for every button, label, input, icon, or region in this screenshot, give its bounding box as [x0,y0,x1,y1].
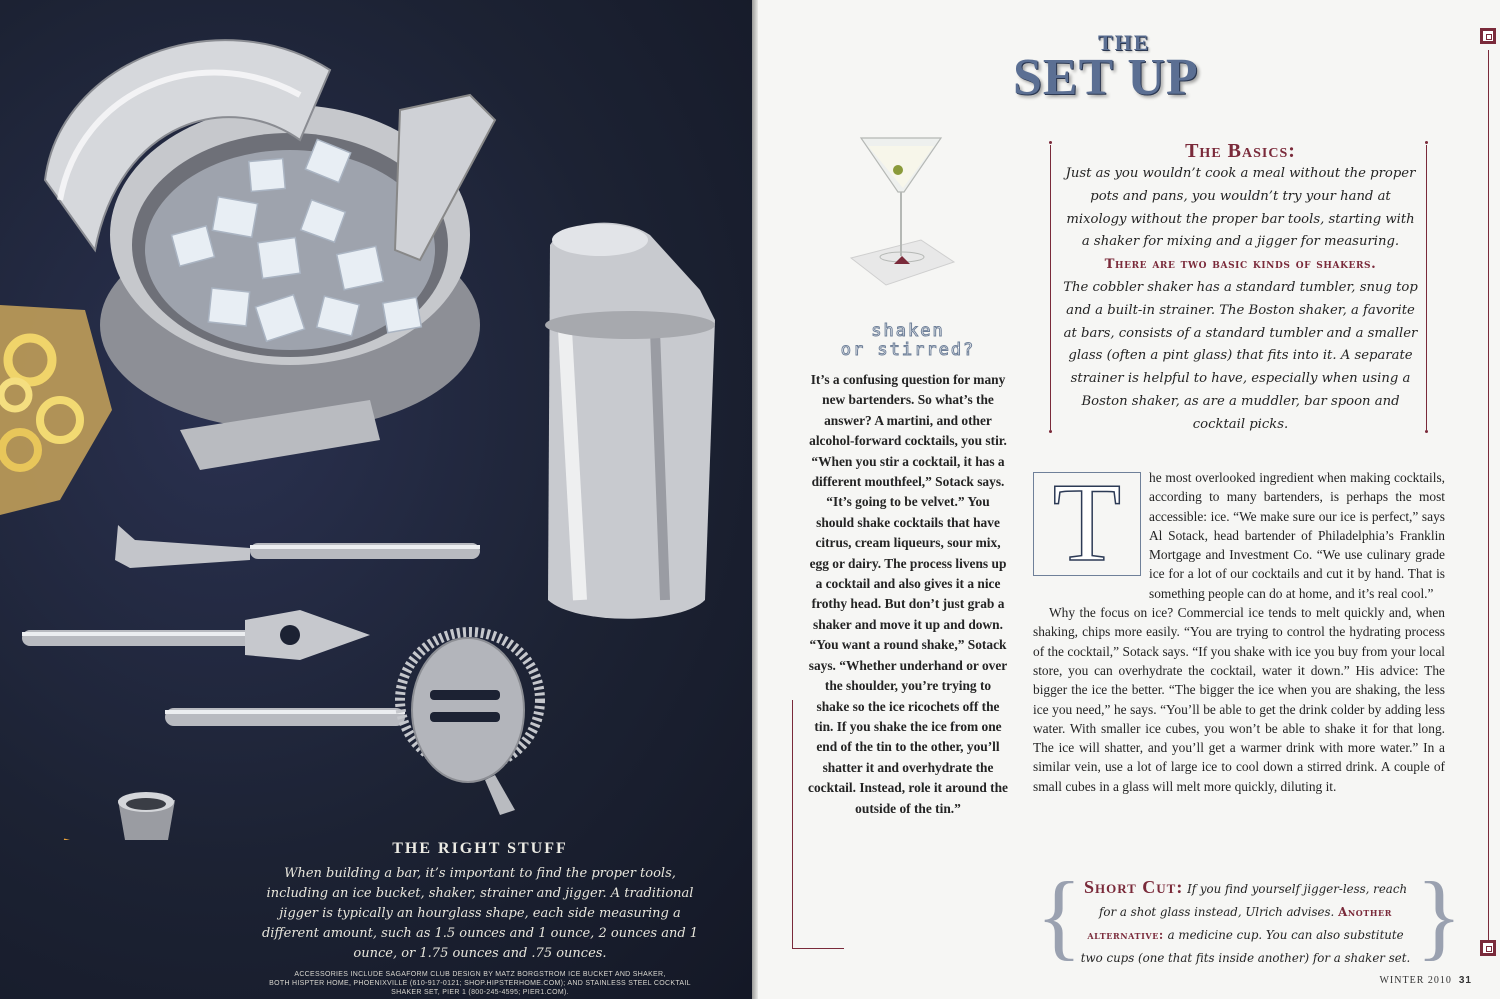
caption-body: When building a bar, it’s important to find the proper tools, including an ice bucket, shaker, strainer and jigger. A traditional jigger is typically an hourglass shape, each side measuring a different amount, such as 1.5 ounces and 1 ounce, 2 ounces and 1 ounce, or 1.75 ounces and .75 ounces. [261,866,699,961]
page-title: SET UP [1013,49,1199,106]
short-cut-text: a medicine cup. You can also substitute two cups (one that fits inside another) for a shaker set. [1080,928,1411,965]
vertical-rule [1488,50,1489,945]
short-cut-text: If you find yourself jigger-less, reach for a shot glass instead, Ulrich advises. [1099,882,1408,919]
basics-title: The Basics: [1185,140,1296,162]
rule-dot [1049,430,1052,433]
basics-rule [1050,145,1051,430]
page-footer [1379,975,1472,986]
sidebar-heading-line: or stirred? [840,340,976,360]
sidebar-heading [818,322,998,360]
basics-body [1063,163,1418,437]
title-the: THE [1098,30,1151,55]
bottle-opener-illustration [22,610,370,660]
drop-cap-spacer [1033,461,1149,585]
lemon-dish-illustration [0,305,112,515]
article-paragraph: he most overlooked ingredient when making cocktails, according to many bartenders, is perhaps the most accessible: ice. “We make sure our ice is perfect,” says Al Sotack, head bartender of Philadelphia’s Franklin Mortgage and Investment Co. “We use culinary grade ice for a lot of our cocktails and cut it by hand. That is something people can do at home, and it’s real cool.” [1149,470,1445,601]
right-brace-icon: } [1416,862,1463,969]
short-cut-box [1036,862,1463,969]
rule-dot [1425,430,1428,433]
short-cut-body [1078,876,1413,970]
rule-dot [1049,141,1052,144]
sidebar-heading-line: shaken [871,321,945,341]
photo-caption [255,840,705,997]
bar-tools-photo [0,0,752,840]
credits-line: ACCESSORIES INCLUDE SAGAFORM CLUB DESIGN BY MATZ BORGSTROM ICE BUCKET AND SHAKER, [294,971,666,978]
sidebar-body: It’s a confusing question for many new bartenders. So what’s the answer? A martini, and other alcohol-forward cocktails, you stir. “When you stir a cocktail, it has a different mouthfeel,” Sotack says. “It’s going to be velvet.” You should shake cocktails that have citrus, cream liqueurs, sour mix, egg or dairy. The process livens up a cocktail and also gives it a nice frothy head. But don’t just grab a shaker and move it up and down. “You want a round shake,” Sotack says. “Whether underhand or over the shoulder, you’re trying to shake so the ice ricochets off the tin. If you shake the ice from one end of the tin to the other, you’ll shatter it and overhydrate the cocktail. Instead, role it around the outside of the tin.” [808,372,1008,816]
knife-illustration [115,525,480,568]
strainer-illustration [165,632,540,815]
article-paragraph: Why the focus on ice? Commercial ice tends to melt quickly and, when shaking, chips more easily. “You are trying to control the hydrating process of the cocktail,” Sotack says. “If you shake with ice you buy from your local store, you can overhydrate the cocktail, water it down.” His advice: The bigger the ice the better. “The bigger the ice when you are shaking, the less ice you need,” he says. “You’ll be able to get the drink colder by adding less water. With smaller ice cubes, you won’t be able to shake it for that long. The ice will shatter, and you’ll get a warmer drink with more water.” In a similar vein, use a lot of large ice to cool down a stirred drink. A couple of small cubes in a glass will melt more quickly, diluting it. [1033,605,1445,794]
photo-credits [255,970,705,997]
sidebar-rule [792,948,844,949]
basics-subheading: There are two basic kinds of shakers. [1104,257,1377,273]
martini-glass-illustration [846,130,956,290]
credits-line: BOTH HISPTER HOME, PHOENIXVILLE (610-917-0121; SHOP.HIPSTERHOME.COM); AND STAINLESS STEEL COCKTAIL [269,980,691,987]
drop-cap-letter: T [1052,461,1122,585]
jigger-illustration [118,792,175,840]
corner-ornament-icon [1480,940,1496,956]
sidebar-rule [792,700,793,948]
corner-ornament-icon [1480,28,1496,44]
rule-dot [1425,141,1428,144]
credits-line: SHAKER SET, PIER 1 (800-245-4595; PIER1.COM). [391,989,569,996]
article-body [1033,461,1445,796]
basics-rule [1426,145,1427,430]
cocktail-shaker-illustration [545,223,715,619]
basics-para: The cobbler shaker has a standard tumbler, snug top and a built-in strainer. The Boston shaker, a favorite at bars, consists of a standard tumbler and a smaller glass (often a pint glass) that fits into it. A separate strainer is helpful to have, especially when using a Boston shaker, as are a muddler, bar spoon and cocktail picks. [1063,279,1418,432]
issue-label: WINTER 2010 [1379,975,1452,986]
caption-title: THE RIGHT STUFF [392,840,568,857]
short-cut-title: Short Cut: [1083,877,1184,897]
ice-bucket-illustration [45,40,495,470]
short-cut-subheading: Another alternative: [1087,905,1392,942]
right-page [758,0,1500,999]
left-brace-icon: { [1036,862,1083,969]
page-number: 31 [1458,975,1472,986]
basics-para: Just as you wouldn’t cook a meal without the proper pots and pans, you wouldn’t try your hand at mixology without the proper bar tools, starting with a shaker for mixing and a jigger for measuring. [1065,166,1416,250]
